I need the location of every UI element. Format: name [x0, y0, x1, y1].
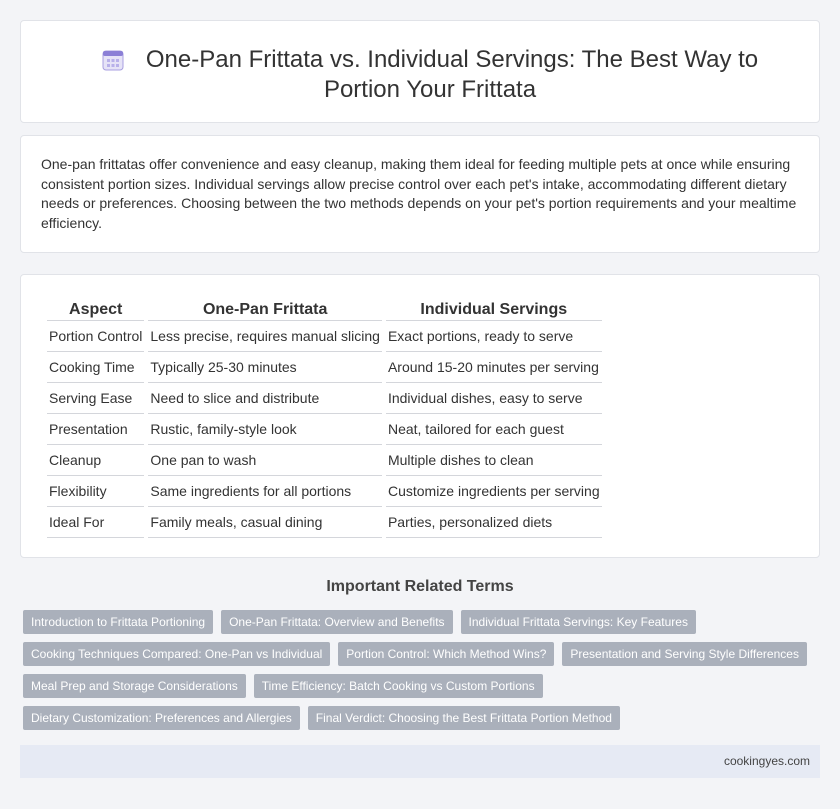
table-cell: Flexibility: [47, 476, 144, 507]
footer: [20, 745, 820, 778]
related-term-tag[interactable]: One-Pan Frittata: Overview and Benefits: [221, 610, 452, 634]
table-cell: Presentation: [47, 414, 144, 445]
header-individual: Individual Servings: [386, 295, 602, 321]
table-cell: Less precise, requires manual slicing: [148, 321, 382, 352]
table-row: [47, 414, 602, 445]
table-cell: Portion Control: [47, 321, 144, 352]
table-cell: Parties, personalized diets: [386, 507, 602, 538]
table-row: [47, 321, 602, 352]
table-cell: Family meals, casual dining: [148, 507, 382, 538]
page-title-text: One-Pan Frittata vs. Individual Servings: The Best Way to Portion Your Frittata: [145, 46, 759, 103]
table-cell: Multiple dishes to clean: [386, 445, 602, 476]
tag-row: [23, 706, 823, 730]
table-row: [47, 507, 602, 538]
table-cell: Individual dishes, easy to serve: [386, 383, 602, 414]
tag-row: [23, 674, 823, 698]
related-term-tag[interactable]: Cooking Techniques Compared: One-Pan vs Individual: [23, 642, 330, 666]
table-cell: Ideal For: [47, 507, 144, 538]
related-terms-title: Important Related Terms: [326, 578, 514, 595]
table-cell: Typically 25-30 minutes: [148, 352, 382, 383]
table-row: [47, 445, 602, 476]
related-term-tag[interactable]: Time Efficiency: Batch Cooking vs Custom Portions: [254, 674, 543, 698]
related-term-tag[interactable]: Portion Control: Which Method Wins?: [338, 642, 554, 666]
table-header-row: [47, 295, 602, 321]
table-cell: One pan to wash: [148, 445, 382, 476]
header-one-pan: One-Pan Frittata: [148, 295, 382, 321]
header-aspect: Aspect: [47, 295, 144, 321]
footer-site-link[interactable]: cookingyes.com: [723, 754, 810, 768]
table-row: [47, 476, 602, 507]
related-term-tag[interactable]: Final Verdict: Choosing the Best Frittata Portion Method: [308, 706, 620, 730]
header-card: [20, 20, 820, 123]
table-cell: Cleanup: [47, 445, 144, 476]
tag-row: [23, 642, 823, 666]
table-cell: Neat, tailored for each guest: [386, 414, 602, 445]
comparison-card: [20, 274, 820, 558]
intro-paragraph: One-pan frittatas offer convenience and easy cleanup, making them ideal for feeding multiple pets at once while ensuring consistent portion sizes. Individual servings allow precise control over each pet's intake, accommodating different dietary needs or preferences. Choosing between the two methods depends on your pet's portion requirements and your mealtime efficiency.: [41, 156, 797, 231]
table-cell: Around 15-20 minutes per serving: [386, 352, 602, 383]
tag-row: [23, 610, 823, 634]
related-term-tag[interactable]: Introduction to Frittata Portioning: [23, 610, 213, 634]
related-term-tag[interactable]: Presentation and Serving Style Differences: [562, 642, 807, 666]
related-terms-list: [23, 610, 823, 738]
related-term-tag[interactable]: Meal Prep and Storage Considerations: [23, 674, 246, 698]
intro-card: [20, 135, 820, 253]
table-cell: Customize ingredients per serving: [386, 476, 602, 507]
table-cell: Rustic, family-style look: [148, 414, 382, 445]
calendar-icon: [102, 49, 124, 71]
table-cell: Exact portions, ready to serve: [386, 321, 602, 352]
table-cell: Same ingredients for all portions: [148, 476, 382, 507]
page-title: [61, 45, 799, 105]
table-cell: Need to slice and distribute: [148, 383, 382, 414]
related-term-tag[interactable]: Dietary Customization: Preferences and Allergies: [23, 706, 300, 730]
table-row: [47, 383, 602, 414]
table-cell: Serving Ease: [47, 383, 144, 414]
table-cell: Cooking Time: [47, 352, 144, 383]
table-row: [47, 352, 602, 383]
comparison-table: [43, 295, 606, 538]
related-term-tag[interactable]: Individual Frittata Servings: Key Features: [461, 610, 696, 634]
